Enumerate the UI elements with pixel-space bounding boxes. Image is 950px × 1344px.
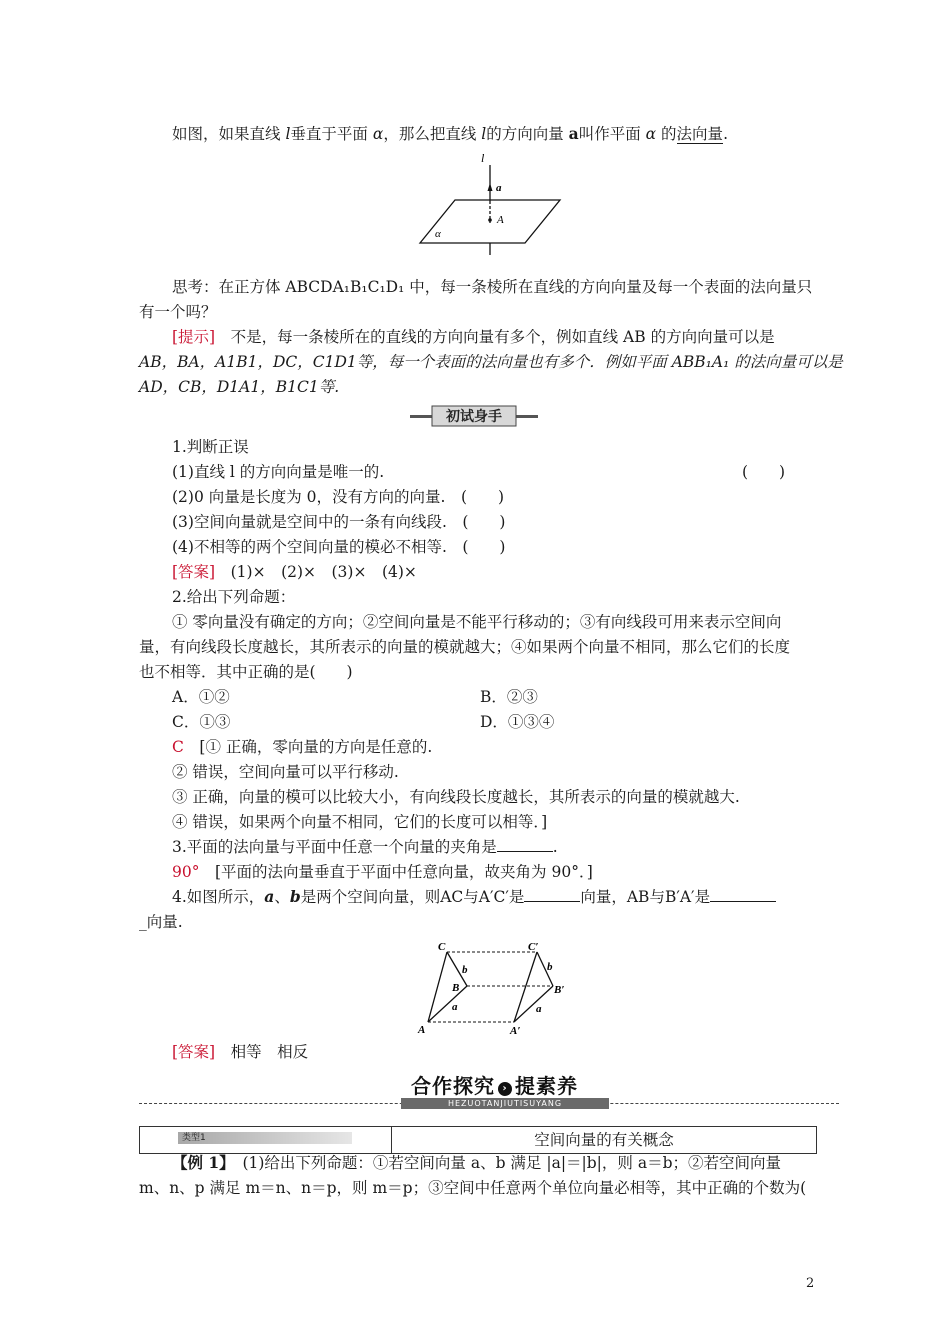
q3-answer: 90° [平面的法向量垂直于平面中任意向量，故夹角为 90°．]: [172, 863, 593, 881]
q1-answer: [答案] (1)× (2)× (3)× (4)×: [172, 563, 417, 581]
q1-item-4: (4)不相等的两个空间向量的模必不相等. ( ): [172, 538, 506, 556]
label-B-prime: B′: [554, 984, 565, 996]
q4-answer: [答案] 相等 相反: [172, 1043, 309, 1061]
answer-tag: [答案]: [172, 1043, 216, 1061]
label-alpha: α: [435, 228, 441, 240]
q2-body-2: 量，有向线段长度越长，其所表示的向量的模就越大；④如果两个向量不相同，那么它们的长度: [139, 638, 791, 656]
blank: [710, 887, 776, 902]
label-l: l: [481, 151, 485, 165]
label-b-left: b: [462, 964, 468, 976]
type-tag: 类型1: [178, 1132, 352, 1144]
arrow-head-icon: [488, 183, 493, 191]
point-A: [488, 218, 492, 222]
example-1-line-1: 【例 1】 (1)给出下列命题：①若空间向量 a、b 满足 |a|＝|b|，则 a＝b；②若空间向量: [172, 1153, 781, 1172]
label-a: a: [496, 182, 502, 194]
q3-answer-value: 90°: [172, 863, 200, 881]
q2-title: 2.给出下列命题：: [172, 588, 296, 606]
example-1-line-2: m、n、p 满足 m＝n、n＝p，则 m＝p；③空间中任意两个单位向量必相等，其中正确的个数为(: [139, 1179, 807, 1197]
label-b-right: b: [547, 961, 553, 973]
q4-question-line-2: _向量.: [139, 913, 183, 931]
q2-body-3: 也不相等．其中正确的是( ): [139, 663, 353, 681]
q2-body-1: ① 零向量没有确定的方向；②空间向量是不能平行移动的；③有向线段可用来表示空间向: [172, 613, 782, 631]
q2-option-b: B．②③: [480, 688, 538, 706]
section-title: 合作探究 › 提素养: [411, 1074, 578, 1098]
q2-option-d: D．①③④: [480, 713, 555, 731]
blank: [497, 837, 553, 852]
intro-paragraph: 如图，如果直线 l垂直于平面 α，那么把直线 l的方向向量 a叫作平面 α 的法向量.: [172, 124, 728, 143]
label-B: B: [452, 982, 460, 994]
hint-line-2: AB，BA，A1B1，DC，C1D1等，每一个表面的法向量也有多个．例如平面 ABB₁A₁ 的法向量可以是: [139, 353, 843, 371]
triangles-figure: [412, 938, 582, 1036]
banner-title: 初试身手: [446, 409, 502, 425]
normal-vector-figure: [415, 145, 565, 260]
hint-line-1: [提示] 不是，每一条棱所在的直线的方向向量有多个，例如直线 AB 的方向向量可以是: [172, 328, 775, 346]
section-banner-try: [410, 405, 538, 427]
type-header-box: [139, 1126, 817, 1154]
q2-option-c: C．①③: [172, 713, 231, 731]
label-a-left: a: [452, 1001, 458, 1013]
q4-question: 4.如图所示，a、b是两个空间向量，则AC与A′C′是 向量，AB与B′A′是: [172, 886, 776, 908]
label-C: C: [438, 941, 446, 953]
blank: [524, 887, 580, 902]
q3-question: 3.平面的法向量与平面中任意一个向量的夹角是 .: [172, 838, 558, 856]
think-line-2: 有一个吗？: [139, 303, 217, 321]
q1-title: 1.判断正误: [172, 438, 249, 456]
section-subtitle: HEZUOTANJIUTISUYANG: [401, 1098, 609, 1109]
label-A: A: [418, 1024, 426, 1036]
q2-explanation-3: ③ 正确，向量的模可以比较大小，有向线段长度越长，其所表示的向量的模就越大.: [172, 788, 740, 806]
section-header-explore: [139, 1070, 839, 1112]
q1-item-2: (2)0 向量是长度为 0，没有方向的向量. ( ): [172, 488, 505, 506]
q1-item-3: (3)空间向量就是空间中的一条有向线段. ( ): [172, 513, 506, 531]
page-number: 2: [806, 1276, 815, 1291]
q1-item-1: (1)直线 l 的方向向量是唯一的.: [172, 463, 385, 481]
label-A-prime: A′: [510, 1025, 521, 1036]
normal-vector-term: 法向量: [676, 125, 724, 143]
label-C-prime: C′: [528, 941, 539, 953]
q2-explanation-4: ④ 错误，如果两个向量不相同，它们的长度可以相等．]: [172, 813, 548, 831]
answer-tag: [答案]: [172, 563, 216, 581]
type-title: 空间向量的有关概念: [534, 1131, 674, 1149]
label-A: A: [497, 214, 504, 226]
q2-explanation-2: ② 错误，空间向量可以平行移动.: [172, 763, 399, 781]
example-tag: 【例 1】: [172, 1153, 227, 1172]
chevron-right-icon: ›: [498, 1082, 512, 1096]
hint-line-3: AD，CB，D1A1，B1C1等.: [139, 378, 340, 396]
q2-answer-letter: C: [172, 738, 184, 756]
q2-option-a: A．①②: [172, 688, 230, 706]
think-line-1: 思考：在正方体 ABCDA₁B₁C₁D₁ 中，每一条棱所在直线的方向向量及每一个表面的法向量只: [172, 278, 813, 296]
q1-item-1-paren: ( ): [742, 463, 786, 481]
q2-explanation-1: C [① 正确，零向量的方向是任意的.: [172, 738, 433, 756]
label-a-right: a: [536, 1003, 542, 1015]
hint-tag: [提示]: [172, 328, 216, 346]
